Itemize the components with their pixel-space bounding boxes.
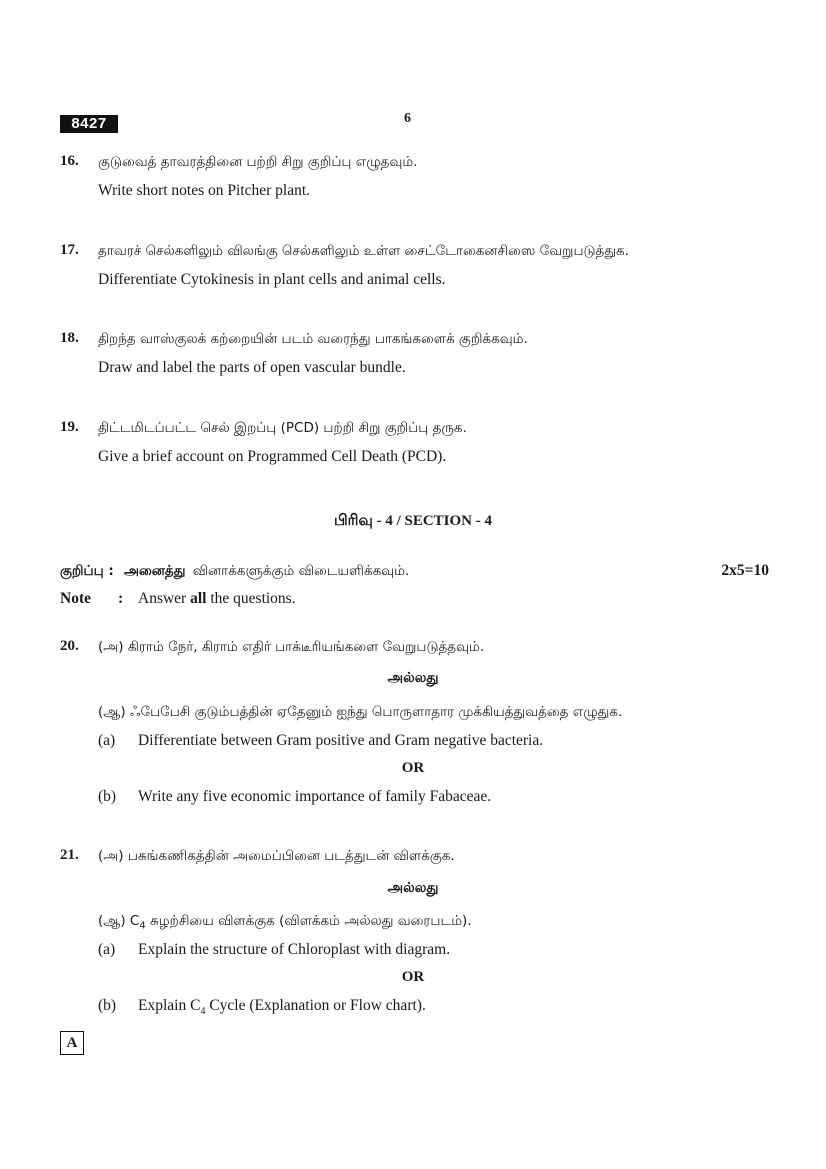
note-tamil-text: வினாக்களுக்கும் விடையளிக்கவும். xyxy=(192,563,410,579)
question-tamil: திட்டமிடப்பட்ட செல் இறப்பு (PCD) பற்றி சிறு குறிப்பு தருக. xyxy=(98,420,467,436)
q21-option-b-tamil xyxy=(98,913,472,932)
q20-option-a-english: Differentiate between Gram positive and Gram negative bacteria. xyxy=(138,732,544,749)
q20-or-tamil: அல்லது xyxy=(387,670,439,686)
q21-option-a-english: Explain the structure of Chloroplast with diagram. xyxy=(138,941,451,958)
q21-option-a-label: (a) xyxy=(98,941,116,958)
q21-option-b-tamil-post: சுழற்சியை விளக்குக (விளக்கம் அல்லது வரைபடம்). xyxy=(145,913,472,929)
section-marks: 2x5=10 xyxy=(721,562,769,579)
note-english-colon: : xyxy=(118,590,124,607)
version-box: A xyxy=(60,1031,84,1055)
note-english-emphasis: all xyxy=(190,590,207,607)
note-english-label: Note xyxy=(60,590,91,607)
q21-option-b-label: (b) xyxy=(98,997,117,1014)
question-english: Write short notes on Pitcher plant. xyxy=(98,182,311,199)
note-tamil-emphasis: அனைத்து xyxy=(124,563,186,579)
question-number: 17. xyxy=(60,242,79,258)
question-number: 19. xyxy=(60,419,79,435)
note-tamil xyxy=(60,563,409,581)
q21-option-a-tamil: (அ) பசுங்கணிகத்தின் அமைப்பினை படத்துடன் விளக்குக. xyxy=(98,848,455,864)
q21-option-b-tamil-sub: 4 xyxy=(139,920,146,932)
q20-or-english: OR xyxy=(401,760,425,776)
question-tamil: திறந்த வாஸ்குலக் கற்றையின் படம் வரைந்து பாகங்களைக் குறிக்கவும். xyxy=(98,331,528,347)
q21-option-b-english-post: Cycle (Explanation or Flow chart). xyxy=(205,997,426,1014)
q20-option-a-label: (a) xyxy=(98,732,116,749)
q21-or-tamil: அல்லது xyxy=(387,880,439,896)
page-number: 6 xyxy=(404,111,411,126)
question-paper-code: 8427 xyxy=(60,115,118,133)
q21-option-b-tamil-pre: (ஆ) C xyxy=(98,913,140,929)
question-tamil: குடுவைத் தாவரத்தினை பற்றி சிறு குறிப்பு எழுதவும். xyxy=(98,154,418,170)
q20-option-b-english: Write any five economic importance of family Fabaceae. xyxy=(138,788,492,805)
note-english-post: the questions. xyxy=(210,590,296,607)
q21-option-b-english-sub: 4 xyxy=(200,1006,206,1018)
section-title: பிரிவு - 4 / SECTION - 4 xyxy=(333,513,492,529)
q20-option-a-tamil: (அ) கிராம் நேர், கிராம் எதிர் பாக்டீரியங்களை வேறுபடுத்தவும். xyxy=(98,639,485,655)
q20-option-b-label: (b) xyxy=(98,788,117,805)
question-english: Give a brief account on Programmed Cell Death (PCD). xyxy=(98,448,447,465)
q21-option-b-english xyxy=(138,997,426,1017)
question-number: 20. xyxy=(60,638,79,654)
note-tamil-label: குறிப்பு : xyxy=(60,563,114,579)
q21-or-english: OR xyxy=(401,969,425,985)
note-english-pre: Answer xyxy=(138,590,187,607)
question-english: Differentiate Cytokinesis in plant cells and animal cells. xyxy=(98,271,446,288)
question-tamil: தாவரச் செல்களிலும் விலங்கு செல்களிலும் உள்ள சைட்டோகைனசிஸை வேறுபடுத்துக. xyxy=(98,243,629,259)
q21-option-b-english-pre: Explain C xyxy=(138,997,201,1014)
q20-option-b-tamil: (ஆ) ஃபேபேசி குடும்பத்தின் ஏதேனும் ஐந்து பொருளாதார முக்கியத்துவத்தை எழுதுக. xyxy=(98,704,623,720)
note-english xyxy=(138,590,296,608)
question-number: 21. xyxy=(60,847,79,863)
question-number: 18. xyxy=(60,330,79,346)
question-number: 16. xyxy=(60,153,79,169)
question-english: Draw and label the parts of open vascular bundle. xyxy=(98,359,406,376)
